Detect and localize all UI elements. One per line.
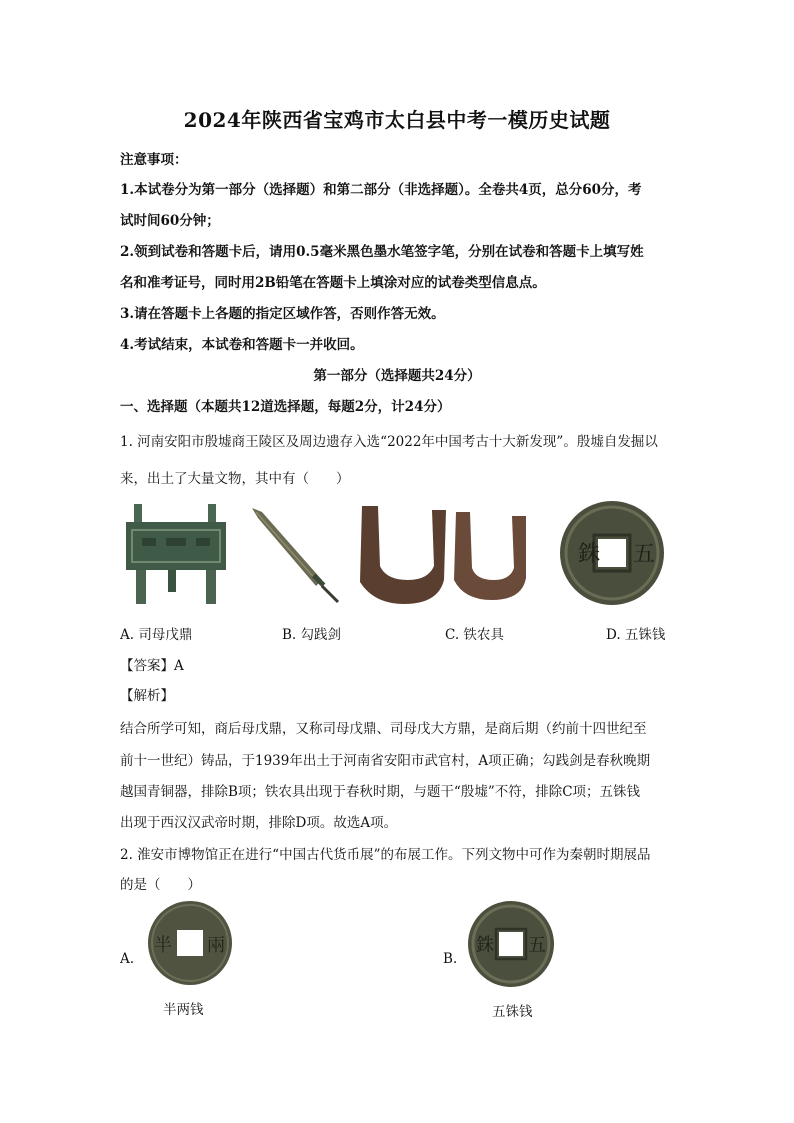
notice-item: 4.考试结束，本试卷和答题卡一并收回。 [120,337,364,353]
goujian-sword-image [250,506,342,606]
option-a: A. 司母戊鼎 [120,627,193,643]
coin-glyph: 銖 [578,542,601,567]
wuzhu-coin-image [466,899,556,989]
analysis-label: 【解析】 [120,688,174,704]
option-b: B. 勾践剑 [282,627,342,643]
option-b: B. [443,951,458,967]
option-d: D. 五铢钱 [606,627,666,643]
notice-item: 名和准考证号，同时用2B铅笔在答题卡上填涂对应的试卷类型信息点。 [120,275,546,291]
notice-heading: 注意事项： [120,152,188,168]
wuzhu-coin-image [555,499,670,607]
section-heading: 一、选择题（本题共12道选择题，每题2分，计24分） [120,399,451,415]
question-1-text: 1. 河南安阳市殷墟商王陵区及周边遗存入选“2022年中国考古十大新发现”。殷墟自发掘以 [120,434,658,450]
coin-glyph: 五 [528,935,546,956]
caption-banliang: 半两钱 [163,1002,204,1018]
question-2-text: 2. 淮安市博物馆正在进行“中国古代货币展”的布展工作。下列文物中可作为秦朝时期展品 [120,847,651,863]
option-c: C. 铁农具 [445,627,504,643]
question-2-text: 的是（ ） [120,877,201,893]
analysis-text: 越国青铜器，排除B项；铁农具出现于春秋时期，与题干“殷墟”不符，排除C项；五铢钱 [120,784,641,800]
option-a: A. [120,951,135,967]
coin-glyph: 半 [154,935,172,956]
answer: 【答案】A [120,658,184,674]
simuwu-ding-image [122,500,230,608]
iron-farm-tools-image [352,502,542,606]
analysis-text: 结合所学可知，商后母戊鼎，又称司母戊鼎、司母戊大方鼎，是商后期（约前十四世纪至 [120,721,647,737]
coin-glyph: 五 [633,542,656,567]
analysis-text: 出现于西汉汉武帝时期，排除D项。故选A项。 [120,815,398,831]
part-heading: 第一部分（选择题共24分） [313,368,481,384]
notice-item: 试时间60分钟； [120,213,220,229]
coin-glyph: 兩 [207,935,225,956]
coin-glyph: 銖 [476,935,494,956]
analysis-text: 前十一世纪）铸品，于1939年出土于河南省安阳市武官村，A项正确；勾践剑是春秋晚期 [120,753,651,769]
notice-item: 1.本试卷分为第一部分（选择题）和第二部分（非选择题）。全卷共4页，总分60分，考 [120,182,642,198]
notice-item: 3.请在答题卡上各题的指定区域作答，否则作答无效。 [120,306,445,322]
notice-item: 2.领到试卷和答题卡后，请用0.5毫米黑色墨水笔签字笔，分别在试卷和答题卡上填写姓 [120,244,644,260]
page-title: 2024年陕西省宝鸡市太白县中考一模历史试题 [183,108,611,132]
banliang-coin-image [146,899,234,987]
question-1-text: 来，出土了大量文物，其中有（ ） [120,471,350,487]
caption-wuzhu: 五铢钱 [492,1004,533,1020]
